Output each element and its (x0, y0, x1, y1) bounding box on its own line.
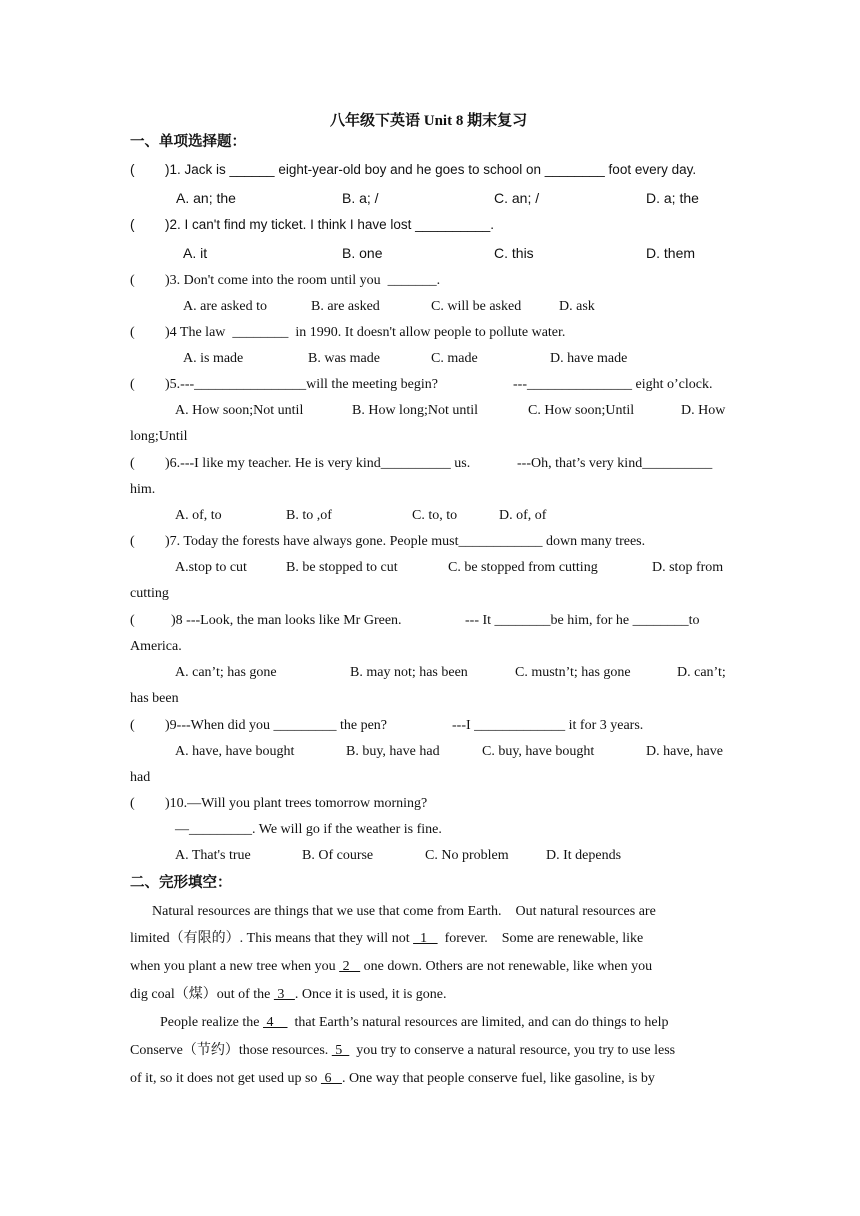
q7-option-b: B. be stopped to cut (286, 560, 398, 575)
q10-option-c: C. No problem (425, 848, 509, 863)
q6-option-c: C. to, to (412, 508, 458, 523)
passage-text: when you plant a new tree when you (130, 959, 340, 974)
q8-option-b: B. may not; has been (350, 665, 468, 680)
q9-option-b: B. buy, have had (346, 744, 440, 759)
passage-text: you try to conserve a natural resource, you try to use less (349, 1043, 676, 1058)
section-heading-choice: 一、单项选择题： (130, 134, 246, 150)
blank-4: 4 (263, 1015, 288, 1030)
passage-text: one down. Others are not renewable, like when you (360, 959, 653, 974)
q2-option-c: C. this (494, 245, 534, 261)
blank-6: 6 (320, 1071, 342, 1086)
passage-p2-line3 (130, 1070, 655, 1088)
q9-stem: )9---When did you _________ the pen? (165, 718, 387, 733)
q5-answer-stem: ---_______________ eight o’clock. (513, 377, 713, 392)
q5-option-a: A. How soon;Not until (175, 403, 304, 418)
q6-option-a: A. of, to (175, 508, 222, 523)
q4-paren: ( (130, 325, 135, 340)
passage-p2-line1 (160, 1014, 669, 1032)
q4-option-d: D. have made (550, 351, 628, 366)
q2-option-d: D. them (646, 245, 696, 261)
passage-text: . Once it is used, it is gone. (294, 987, 447, 1002)
q1-option-a: A. an; the (176, 190, 236, 206)
q10-paren: ( (130, 796, 135, 811)
passage-text: of it, so it does not get used up so (130, 1071, 321, 1086)
q1-stem: )1. Jack is ______ eight-year-old boy and he goes to school on ________ foot every day. (165, 162, 697, 177)
passage-p1-line4 (130, 986, 447, 1004)
q5-option-c: C. How soon;Until (528, 403, 635, 418)
q1-option-c: C. an; / (494, 190, 540, 206)
blank-3: 3 (273, 987, 295, 1002)
q7-stem: )7. Today the forests have always gone. People must____________ down many trees. (165, 534, 646, 549)
q3-option-d: D. ask (559, 299, 595, 314)
q5-option-d-wrap: long;Until (130, 429, 188, 444)
q10-option-b: B. Of course (302, 848, 374, 863)
q7-paren: ( (130, 534, 135, 549)
passage-p1-line3 (130, 958, 652, 976)
q9-option-c: C. buy, have bought (482, 744, 595, 759)
q4-option-c: C. made (431, 351, 478, 366)
q1-option-b: B. a; / (342, 190, 379, 206)
passage-p1-line1: Natural resources are things that we use that come from Earth. Out natural resources are (152, 904, 656, 919)
blank-2: 2 (339, 959, 361, 974)
q8-stem-wrap: America. (130, 639, 182, 654)
q3-option-a: A. are asked to (183, 299, 267, 314)
q7-option-c: C. be stopped from cutting (448, 560, 598, 575)
q3-paren: ( (130, 273, 135, 288)
q8-stem: )8 ---Look, the man looks like Mr Green. (171, 613, 402, 628)
q6-stem: )6.---I like my teacher. He is very kind__________ us. (165, 456, 471, 471)
q5-option-d: D. How (681, 403, 726, 418)
q9-option-d-wrap: had (130, 770, 151, 785)
q8-option-c: C. mustn’t; has gone (515, 665, 631, 680)
page-title: 八年级下英语 Unit 8 期末复习 (330, 113, 528, 129)
passage-text: that Earth’s natural resources are limited, and can do things to help (287, 1015, 669, 1030)
q8-answer-stem: --- It ________be him, for he ________to (465, 613, 700, 628)
passage-text: People realize the (160, 1015, 264, 1030)
q2-paren: ( (130, 217, 135, 232)
q1-paren: ( (130, 162, 135, 177)
q4-option-a: A. is made (183, 351, 244, 366)
q10-stem: )10.—Will you plant trees tomorrow morning? (165, 796, 428, 811)
q6-stem-wrap: him. (130, 482, 156, 497)
blank-1: 1 (413, 931, 438, 946)
q1-option-d: D. a; the (646, 190, 699, 206)
q10-answer-stem: —_________. We will go if the weather is fine. (175, 822, 442, 837)
q7-option-d: D. stop from (652, 560, 724, 575)
q5-option-b: B. How long;Not until (352, 403, 479, 418)
passage-text: Conserve（节约）those resources. (130, 1043, 332, 1058)
q7-option-d-wrap: cutting (130, 586, 169, 601)
q5-paren: ( (130, 377, 135, 392)
q3-option-c: C. will be asked (431, 299, 522, 314)
passage-text: . One way that people conserve fuel, like gasoline, is by (341, 1071, 655, 1086)
q8-option-d: D. can’t; (677, 665, 726, 680)
q10-option-a: A. That's true (175, 848, 251, 863)
passage-text: forever. Some are renewable, like (437, 931, 644, 946)
q3-option-b: B. are asked (311, 299, 380, 314)
section-heading-cloze: 二、完形填空： (130, 875, 232, 891)
q2-option-a: A. it (183, 245, 208, 261)
q9-answer-stem: ---I _____________ it for 3 years. (452, 718, 644, 733)
q8-option-a: A. can’t; has gone (175, 665, 277, 680)
q9-option-d: D. have, have (646, 744, 723, 759)
q5-stem: )5.---________________will the meeting begin? (165, 377, 438, 392)
q7-option-a: A.stop to cut (175, 560, 247, 575)
q2-option-b: B. one (342, 245, 383, 261)
q10-option-d: D. It depends (546, 848, 622, 863)
q9-option-a: A. have, have bought (175, 744, 295, 759)
q6-answer-stem: ---Oh, that’s very kind__________ (517, 456, 713, 471)
q6-paren: ( (130, 456, 135, 471)
passage-text: limited（有限的）. This means that they will not (130, 931, 414, 946)
passage-p2-line2 (130, 1042, 675, 1060)
q6-option-b: B. to ,of (286, 508, 332, 523)
blank-5: 5 (331, 1043, 350, 1058)
q6-option-d: D. of, of (499, 508, 547, 523)
passage-text: dig coal（煤）out of the (130, 987, 274, 1002)
q8-option-d-wrap: has been (130, 691, 179, 706)
q2-stem: )2. I can't find my ticket. I think I have lost __________. (165, 217, 495, 232)
passage-p1-line2 (130, 930, 643, 948)
q8-paren: ( (130, 613, 135, 628)
q9-paren: ( (130, 718, 135, 733)
q4-stem: )4 The law ________ in 1990. It doesn't allow people to pollute water. (165, 325, 566, 340)
q3-stem: )3. Don't come into the room until you _______. (165, 273, 441, 288)
q4-option-b: B. was made (308, 351, 380, 366)
